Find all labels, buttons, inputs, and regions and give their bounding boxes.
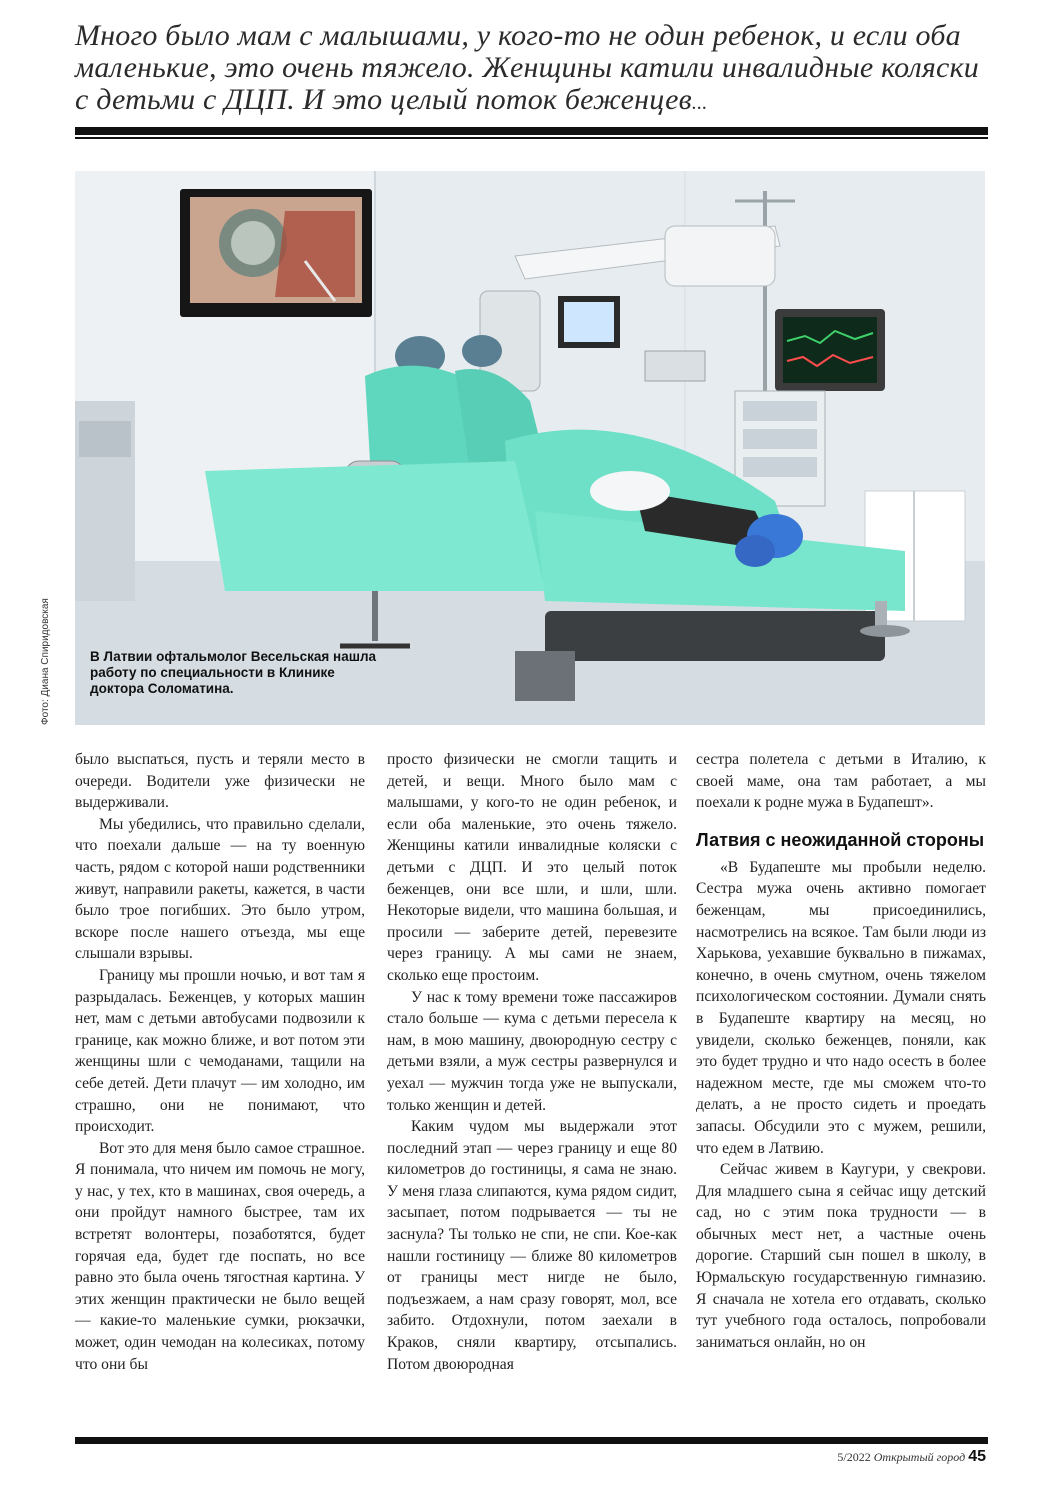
photo-credit: Фото: Диана Спиридовская — [40, 598, 51, 725]
col2-paragraph: Каким чудом мы выдержали этот последний этап — через границу и еще 80 километров до гостиницы, я сама не знаю. У меня глаза слипаются, кума рядом сидит, засыпает, потом подрывается — ты не заснула? Ты только не спи, не спи. Кое-как нашли гостиницу — ближе 80 километров от границы мест нигде не было, подъезжаем, а нам сразу говорят, мол, все забито. Отдохнули, потом заехали в Краков, сняли квартиру, отсыпались. Потом двоюродная — [387, 1118, 677, 1373]
pull-quote-text: Много было мам с малышами, у кого-то не один ребенок, и если оба маленькие, это очень тяжело. Женщины катили инвалидные коляски с детьми с ДЦП. И это целый поток беженцев — [75, 19, 980, 116]
pull-quote — [75, 20, 995, 119]
col3-paragraph: «В Будапеште мы пробыли неделю. Сестра мужа очень активно помогает беженцам, мы присоединились, насмотрелись на всякое. Там были люди из Харькова, уехавшие буквально в пижамах, конечно, в очень смутном, очень тяжелом психологическом состоянии. Думали снять в Будапеште квартиру на месяц, но увидели, сколько беженцев, поняли, как это будет трудно и что надо осесть в более надежном месте, где мы сможем что-то делать, а не просто сидеть и проедать запасы. Обсудили это с мужем, решили, что едем в Латвию. — [696, 858, 986, 1157]
article-column-2 — [387, 749, 677, 1375]
article-column-1 — [75, 749, 365, 1375]
footer-magazine: Открытый город — [873, 1450, 966, 1464]
section-subheading: Латвия с неожиданной стороны — [696, 829, 985, 850]
col1-paragraph: Вот это для меня было самое страшное. Я понимала, что ничем им помочь не могу, у нас, у тех, кто в машинах, своя очередь, а они пройдут намного быстрее, там их встретят волонтеры, позаботятся, будет горячая еда, будет где поспать, но все равно это была очень тягостная картина. У этих женщин практически не было вещей — какие-то маленькие сумки, рюкзачки, может, один чемодан на колесиках, потому что они бы — [75, 1139, 365, 1373]
col2-paragraph: У нас к тому времени тоже пассажиров стало больше — кума с детьми пересела к нам, в мою машину, двоюродную сестру с детьми взяли, а муж сестры развернулся и уехал — мужчин тогда уже не выпускали, только женщин и детей. — [387, 988, 677, 1114]
photo-illustration — [75, 171, 985, 725]
page-number: 45 — [968, 1448, 986, 1465]
col3-intro: сестра полетела с детьми в Италию, к своей маме, она там работает, а мы поехали к родне мужа в Будапешт». — [696, 751, 986, 812]
col1-paragraph: было выспаться, пусть и теряли место в очереди. Водители уже физически не выдерживали. — [75, 751, 365, 812]
pull-quote-ellipsis: ... — [691, 92, 708, 114]
article-column-3 — [696, 749, 986, 1353]
operating-room-photo — [75, 171, 985, 725]
top-rule — [75, 127, 988, 135]
col3-paragraph: Сейчас живем в Каугури, у свекрови. Для младшего сына я сейчас ищу детский сад, но с этим пока трудности — в обычных мест нет, а частные очень дорогие. Старший сын пошел в школу, в Юрмальскую государственную гимназию. Я сначала не хотела его отдавать, сколько тут учебного года осталось, попробовали заниматься онлайн, но он — [696, 1161, 986, 1351]
top-rule-thin — [75, 137, 988, 139]
footer-issue: 5/2022 — [837, 1450, 871, 1464]
col1-paragraph: Мы убедились, что правильно сделали, что поехали дальше — на ту военную часть, рядом с которой наши родственники живут, направили ракеты, кажется, в части было трое погибших. Это было утром, вскоре после нашего отъезда, мы еще слышали взрывы. — [75, 815, 365, 963]
col1-paragraph: Границу мы прошли ночью, и вот там я разрыдалась. Беженцев, у которых машин нет, мам с детьми автобусами подвозили к границе, как можно ближе, и вот потом эти женщины шли с чемоданами, тащили на себе детей. Дети плачут — им холодно, им страшно, они не понимают, что происходит. — [75, 966, 365, 1136]
page-footer — [837, 1448, 986, 1466]
bottom-rule — [75, 1437, 988, 1444]
col2-paragraph: просто физически не смогли тащить и детей, и вещи. Много было мам с малышами, у кого-то не один ребенок, и если оба маленькие, это очень тяжело. Женщины катили инвалидные коляски с детьми с ДЦП. И это целый поток беженцев, они все шли, и шли, шли. Некоторые видели, что машина большая, и просили — заберите детей, перевезите через границу. А мы сами не знаем, сколько еще простоим. — [387, 751, 677, 984]
photo-caption: В Латвии офтальмолог Весельская нашла работу по специальности в Клинике доктора Соломатина. — [90, 649, 377, 696]
